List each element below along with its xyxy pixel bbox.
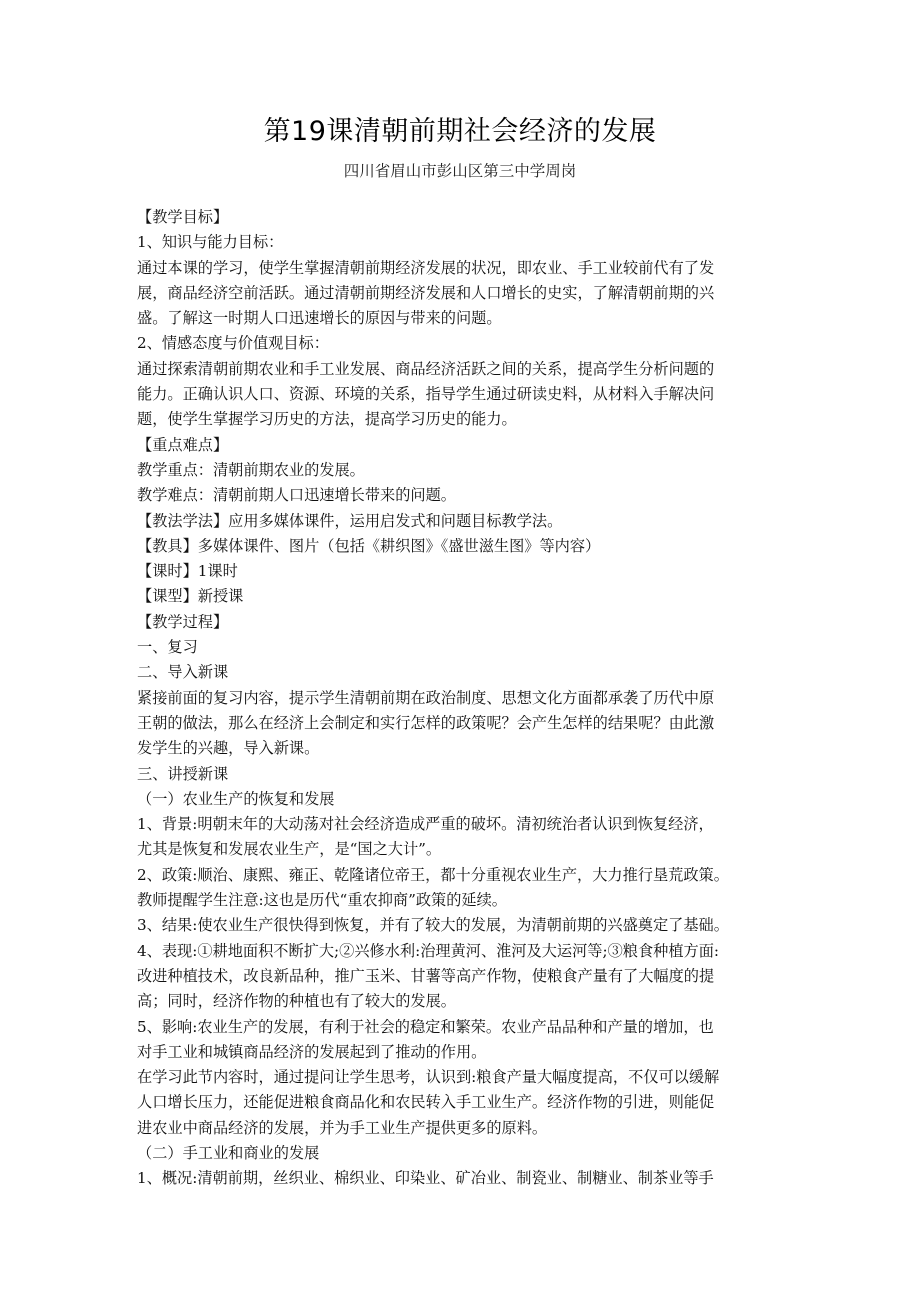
text-line: 二、导入新课 [137,663,229,682]
text-line: 一、复习 [137,638,198,657]
text-line: 【课型】新授课 [137,587,244,606]
text-line: （二）手工业和商业的发展 [137,1143,320,1162]
text-line: 2、政策:顺治、康熙、雍正、乾隆诸位帝王，都十分重视农业生产，大力推行垦荒政策。 [137,865,729,884]
text-line: 1、背景:明朝末年的大动荡对社会经济造成严重的破坏。清初统治者认识到恢复经济， [137,815,714,834]
text-line: 1、知识与能力目标： [137,233,284,252]
text-line: 5、影响:农业生产的发展，有利于社会的稳定和繁荣。农业产品品种和产量的增加，也 [137,1017,714,1036]
text-line: 能力。正确认识人口、资源、环境的关系，指导学生通过研读史料，从材料入手解决问 [137,385,715,404]
text-line: 改进种植技术，改良新品种，推广玉米、甘薯等高产作物，使粮食产量有了大幅度的提 [137,966,715,985]
text-line: 【教学过程】 [137,612,229,631]
text-line: 【教具】多媒体课件、图片（包括《耕织图》《盛世滋生图》等内容） [137,536,601,555]
text-line: 教学重点：清朝前期农业的发展。 [137,460,365,479]
text-line: 人口增长压力，还能促进粮食商品化和农民转入手工业生产。经济作物的引进，则能促 [137,1093,715,1112]
text-line: 题，使学生掌握学习历史的方法，提高学习历史的能力。 [137,410,517,429]
text-line: 4、表现:①耕地面积不断扩大;②兴修水利:治理黄河、淮河及大运河等;③粮食种植方面: [137,941,719,960]
text-line: 三、讲授新课 [137,764,229,783]
text-line: 【教学目标】 [137,208,229,226]
document-title: 第19课清朝前期社会经济的发展 [263,116,657,147]
text-line: 【课时】1课时 [137,562,238,581]
text-line: 【教法学法】应用多媒体课件，运用启发式和问题目标教学法。 [137,511,563,530]
text-line: 高；同时，经济作物的种植也有了较大的发展。 [137,992,456,1011]
text-line: （一）农业生产的恢复和发展 [137,789,335,808]
text-line: 教学难点：清朝前期人口迅速增长带来的问题。 [137,486,456,505]
text-line: 教师提醒学生注意:这也是历代“重农抑商”政策的延续。 [137,891,507,910]
text-line: 王朝的做法，那么在经济上会制定和实行怎样的政策呢？会产生怎样的结果呢？由此激 [137,713,715,732]
text-line: 尤其是恢复和发展农业生产，是“国之大计”。 [137,840,442,859]
text-line: 3、结果:使农业生产很快得到恢复，并有了较大的发展，为清朝前期的兴盛奠定了基础。 [137,916,729,935]
text-line: 1、概况:清朝前期，丝织业、棉织业、印染业、矿冶业、制瓷业、制糖业、制茶业等手 [137,1169,714,1188]
text-line: 展，商品经济空前活跃。通过清朝前期经济发展和人口增长的史实，了解清朝前期的兴 [137,283,715,302]
text-line: 对手工业和城镇商品经济的发展起到了推动的作用。 [137,1042,487,1061]
text-line: 紧接前面的复习内容，提示学生清朝前期在政治制度、思想文化方面都承袭了历代中原 [137,688,715,707]
text-line: 【重点难点】 [137,435,229,454]
text-line: 在学习此节内容时，通过提问让学生思考，认识到:粮食产量大幅度提高，不仅可以缓解 [137,1068,720,1087]
document-author: 四川省眉山市彭山区第三中学周岗 [343,162,577,180]
text-line: 通过本课的学习，使学生掌握清朝前期经济发展的状况，即农业、手工业较前代有了发 [137,258,715,277]
text-line: 盛。了解这一时期人口迅速增长的原因与带来的问题。 [137,309,502,328]
text-line: 发学生的兴趣，导入新课。 [137,739,320,758]
text-line: 2、情感态度与价值观目标： [137,334,329,353]
document-body [137,205,791,1192]
text-line: 通过探索清朝前期农业和手工业发展、商品经济活跃之间的关系，提高学生分析问题的 [137,359,715,378]
text-line: 进农业中商品经济的发展，并为手工业生产提供更多的原料。 [137,1118,548,1137]
